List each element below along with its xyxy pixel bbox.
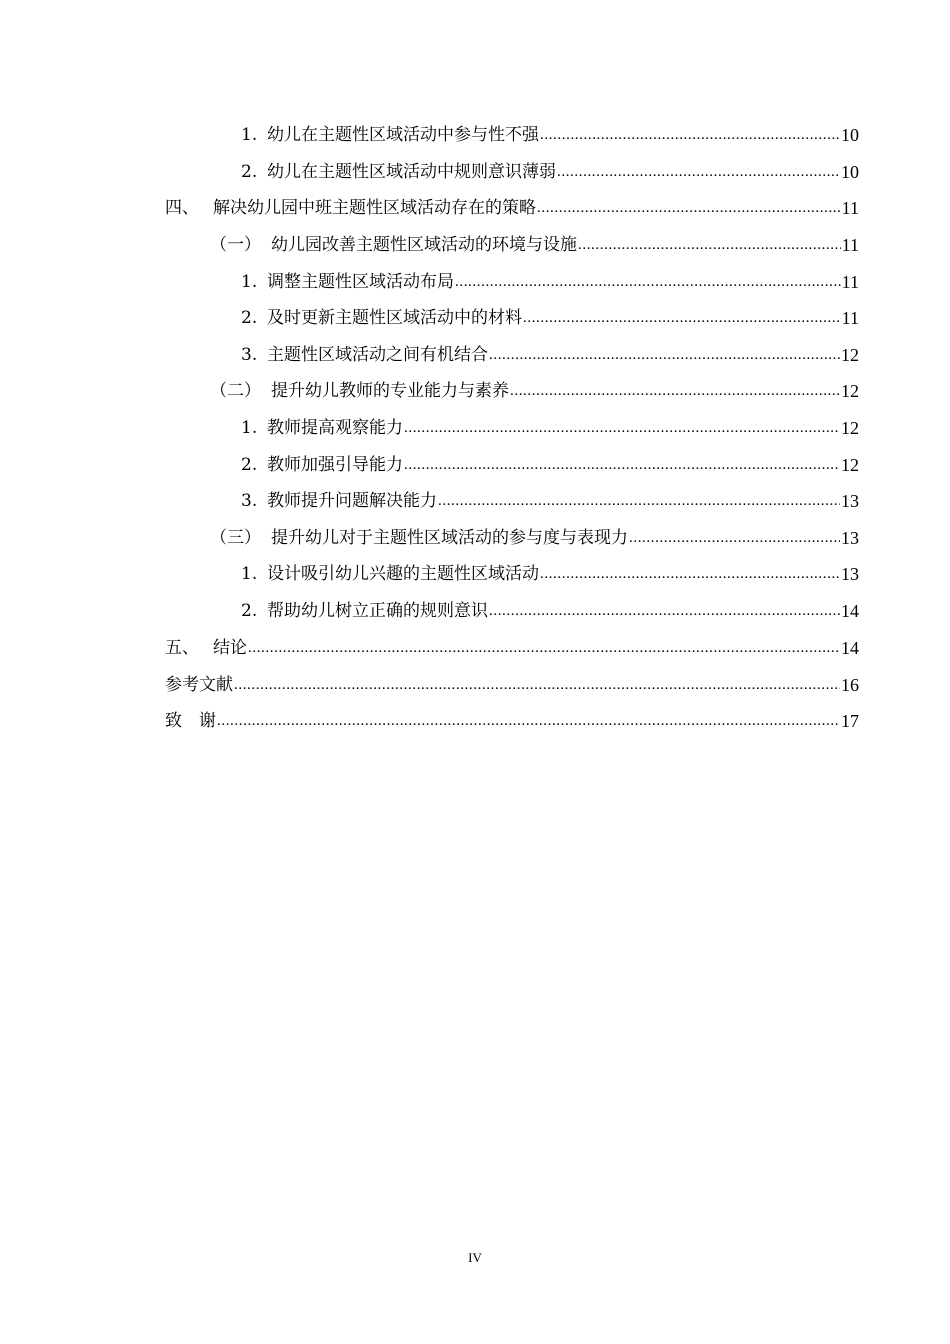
toc-entry-title: 教师提升问题解决能力 [267,491,437,511]
toc-dot-leader [489,600,840,622]
toc-entry[interactable] [241,110,859,146]
toc-dot-leader [557,161,840,183]
toc-entry-page: 12 [841,381,859,401]
toc-entry[interactable] [165,660,859,696]
toc-entry-title: 结论 [213,638,247,658]
toc-dot-leader [404,454,840,476]
toc-dot-leader [540,563,840,585]
toc-dot-leader [234,674,840,696]
toc-entry-title: 及时更新主题性区域活动中的材料 [267,308,522,328]
toc-entry-page: 14 [841,601,859,621]
toc-entry-number: 1. [241,125,258,145]
toc-entry-title: 提升幼儿对于主题性区域活动的参与度与表现力 [271,528,628,548]
toc-dot-leader [404,417,840,439]
toc-dot-leader [537,197,841,219]
toc-dot-leader [629,527,840,549]
toc-dot-leader [248,637,840,659]
toc-entry-page: 11 [841,198,859,218]
toc-entry-title: 教师加强引导能力 [267,455,403,475]
toc-dot-leader [523,307,841,329]
toc-entry[interactable] [241,330,859,366]
toc-entry-number: 2. [241,455,258,475]
toc-entry-title: 解决幼儿园中班主题性区域活动存在的策略 [213,198,536,218]
toc-entry-page: 11 [841,235,859,255]
toc-entry-title: 幼儿在主题性区域活动中规则意识薄弱 [267,162,556,182]
toc-entry[interactable] [241,403,859,439]
toc-entry-number: （三） [210,528,261,548]
toc-entry[interactable] [241,147,859,183]
toc-entry-page: 17 [841,711,859,731]
toc-entry-page: 10 [841,125,859,145]
toc-entry[interactable] [241,257,859,293]
toc-entry-number: 五、 [165,638,199,658]
toc-entry-title: 幼儿园改善主题性区域活动的环境与设施 [271,235,577,255]
toc-entry-number: 1. [241,272,258,292]
toc-entry-title: 提升幼儿教师的专业能力与素养 [271,381,509,401]
toc-entry-title: 主题性区域活动之间有机结合 [267,345,488,365]
toc-entry-number: 2. [241,162,258,182]
toc-dot-leader [489,344,840,366]
toc-dot-leader [438,490,840,512]
toc-entry-title: 调整主题性区域活动布局 [267,272,454,292]
toc-dot-leader [540,124,840,146]
toc-entry-number: 3. [241,345,258,365]
toc-entry[interactable] [165,623,859,659]
toc-entry-page: 10 [841,162,859,182]
toc-entry-number: 1. [241,564,258,584]
toc-entry-page: 14 [841,638,859,658]
toc-entry-page: 12 [841,418,859,438]
toc-dot-leader [217,710,840,732]
toc-dot-leader [455,271,841,293]
toc-entry-page: 12 [841,455,859,475]
toc-entry-title: 参考文献 [165,675,233,695]
toc-dot-leader [578,234,841,256]
page-number: IV [468,1250,482,1265]
toc-entry[interactable] [165,696,859,732]
toc-entry-number: 2. [241,308,258,328]
toc-entry[interactable] [241,549,859,585]
toc-entry[interactable] [241,476,859,512]
toc-entry-page: 13 [841,491,859,511]
toc-entry-number: 四、 [165,198,199,218]
toc-entry-title: 设计吸引幼儿兴趣的主题性区域活动 [267,564,539,584]
toc-entry-number: 2. [241,601,258,621]
toc-entry-title: 幼儿在主题性区域活动中参与性不强 [267,125,539,145]
toc-entry[interactable] [241,586,859,622]
toc-dot-leader [510,380,840,402]
toc-entry-number: （二） [210,381,261,401]
toc-entry-number: （一） [210,235,261,255]
toc-entry-page: 13 [841,528,859,548]
toc-entry[interactable] [241,440,859,476]
toc-entry[interactable] [210,513,859,549]
toc-entry-page: 13 [841,564,859,584]
toc-entry-page: 12 [841,345,859,365]
toc-entry[interactable] [210,366,859,402]
toc-entry-number: 1. [241,418,258,438]
toc-entry-title: 帮助幼儿树立正确的规则意识 [267,601,488,621]
toc-entry[interactable] [165,183,859,219]
toc-entry-page: 11 [841,272,859,292]
toc-entry-title: 致 谢 [165,711,216,731]
toc-entry-number: 3. [241,491,258,511]
toc-entry-page: 11 [841,308,859,328]
toc-entry[interactable] [241,293,859,329]
toc-entry-page: 16 [841,675,859,695]
toc-entry-title: 教师提高观察能力 [267,418,403,438]
toc-entry[interactable] [210,220,859,256]
